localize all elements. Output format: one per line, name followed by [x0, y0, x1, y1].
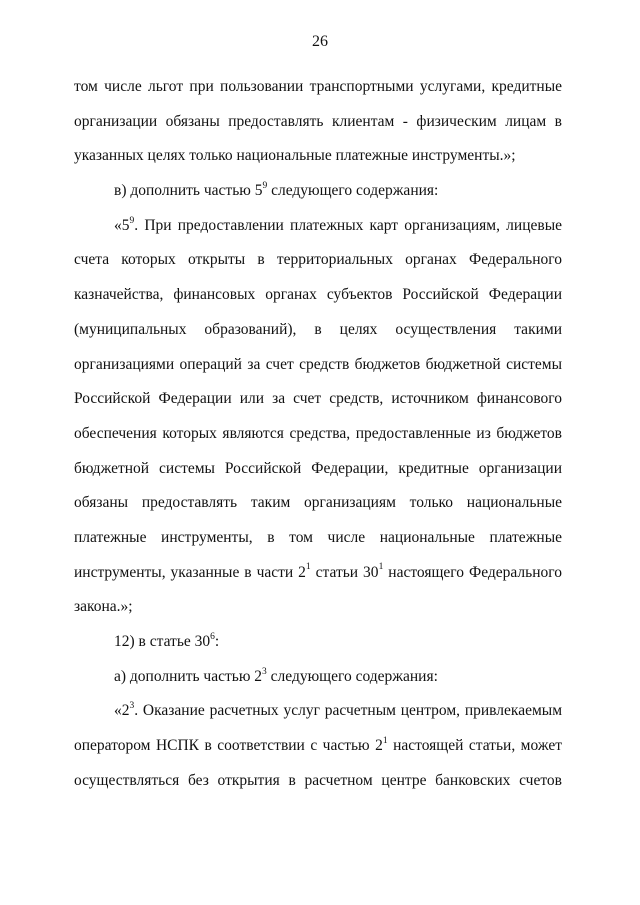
text-segment: следующего содержания:: [267, 182, 439, 200]
text-line: осуществляться без открытия в расчетном центре банковских счетов: [74, 771, 562, 789]
text-segment: инструменты, указанные в части 2: [74, 563, 306, 581]
text-segment: в) дополнить частью 5: [114, 182, 263, 200]
text-line: [74, 212, 562, 247]
superscript: 9: [129, 215, 135, 226]
text-segment: :: [214, 633, 220, 650]
text-line: обеспечения которых являются средства, предоставленные из бюджетов: [74, 424, 562, 442]
text-segment: настоящей статьи, может: [387, 737, 562, 755]
text-line: казначейства, финансовых органах субъектов Российской Федерации: [74, 286, 562, 304]
superscript: 3: [262, 666, 267, 677]
text-line: закона.»;: [74, 598, 133, 616]
text-line: [74, 697, 562, 732]
superscript: 1: [378, 562, 384, 573]
text-line: Российской Федерации или за счет средств, источником финансового: [74, 390, 562, 408]
text-line: [74, 663, 562, 698]
text-segment: статьи 30: [310, 563, 379, 581]
text-line: [74, 628, 562, 663]
text-line: платежные инструменты, в том числе национальные платежные: [74, 528, 562, 546]
document-body: [74, 73, 562, 801]
text-line: [74, 177, 562, 212]
superscript: 1: [305, 562, 311, 573]
superscript: 6: [210, 631, 215, 642]
text-line: организациями операций за счет средств бюджетов бюджетной системы: [74, 355, 562, 373]
superscript: 9: [262, 180, 268, 191]
superscript: 3: [129, 701, 135, 712]
text-line: обязаны предоставлять таким организациям только национальные: [74, 494, 562, 512]
text-segment: а) дополнить частью 2: [114, 667, 263, 685]
text-segment: 12) в статье 30: [114, 633, 211, 650]
text-line: указанных целях только национальные платежные инструменты.»;: [74, 147, 516, 165]
text-line: бюджетной системы Российской Федерации, кредитные организации: [74, 459, 562, 477]
text-line: [74, 559, 562, 594]
text-line: [74, 732, 562, 767]
text-segment: следующего содержания:: [266, 667, 438, 685]
text-line: (муниципальных образований), в целях осуществления такими: [74, 320, 562, 338]
text-segment: . Оказание расчетных услуг расчетным центром, привлекаемым: [134, 702, 562, 720]
text-segment: настоящего Федерального: [383, 563, 562, 581]
text-segment: «2: [114, 702, 130, 720]
text-line: счета которых открыты в территориальных органах Федерального: [74, 251, 562, 269]
page-number: 26: [312, 33, 328, 50]
superscript: 1: [382, 735, 388, 746]
text-segment: . При предоставлении платежных карт организациям, лицевые: [134, 216, 562, 234]
text-segment: «5: [114, 216, 130, 234]
text-segment: оператором НСПК в соответствии с частью 2: [74, 737, 383, 755]
text-line: организации обязаны предоставлять клиентам - физическим лицам в: [74, 112, 562, 130]
text-line: том числе льгот при пользовании транспортными услугами, кредитные: [74, 78, 562, 95]
